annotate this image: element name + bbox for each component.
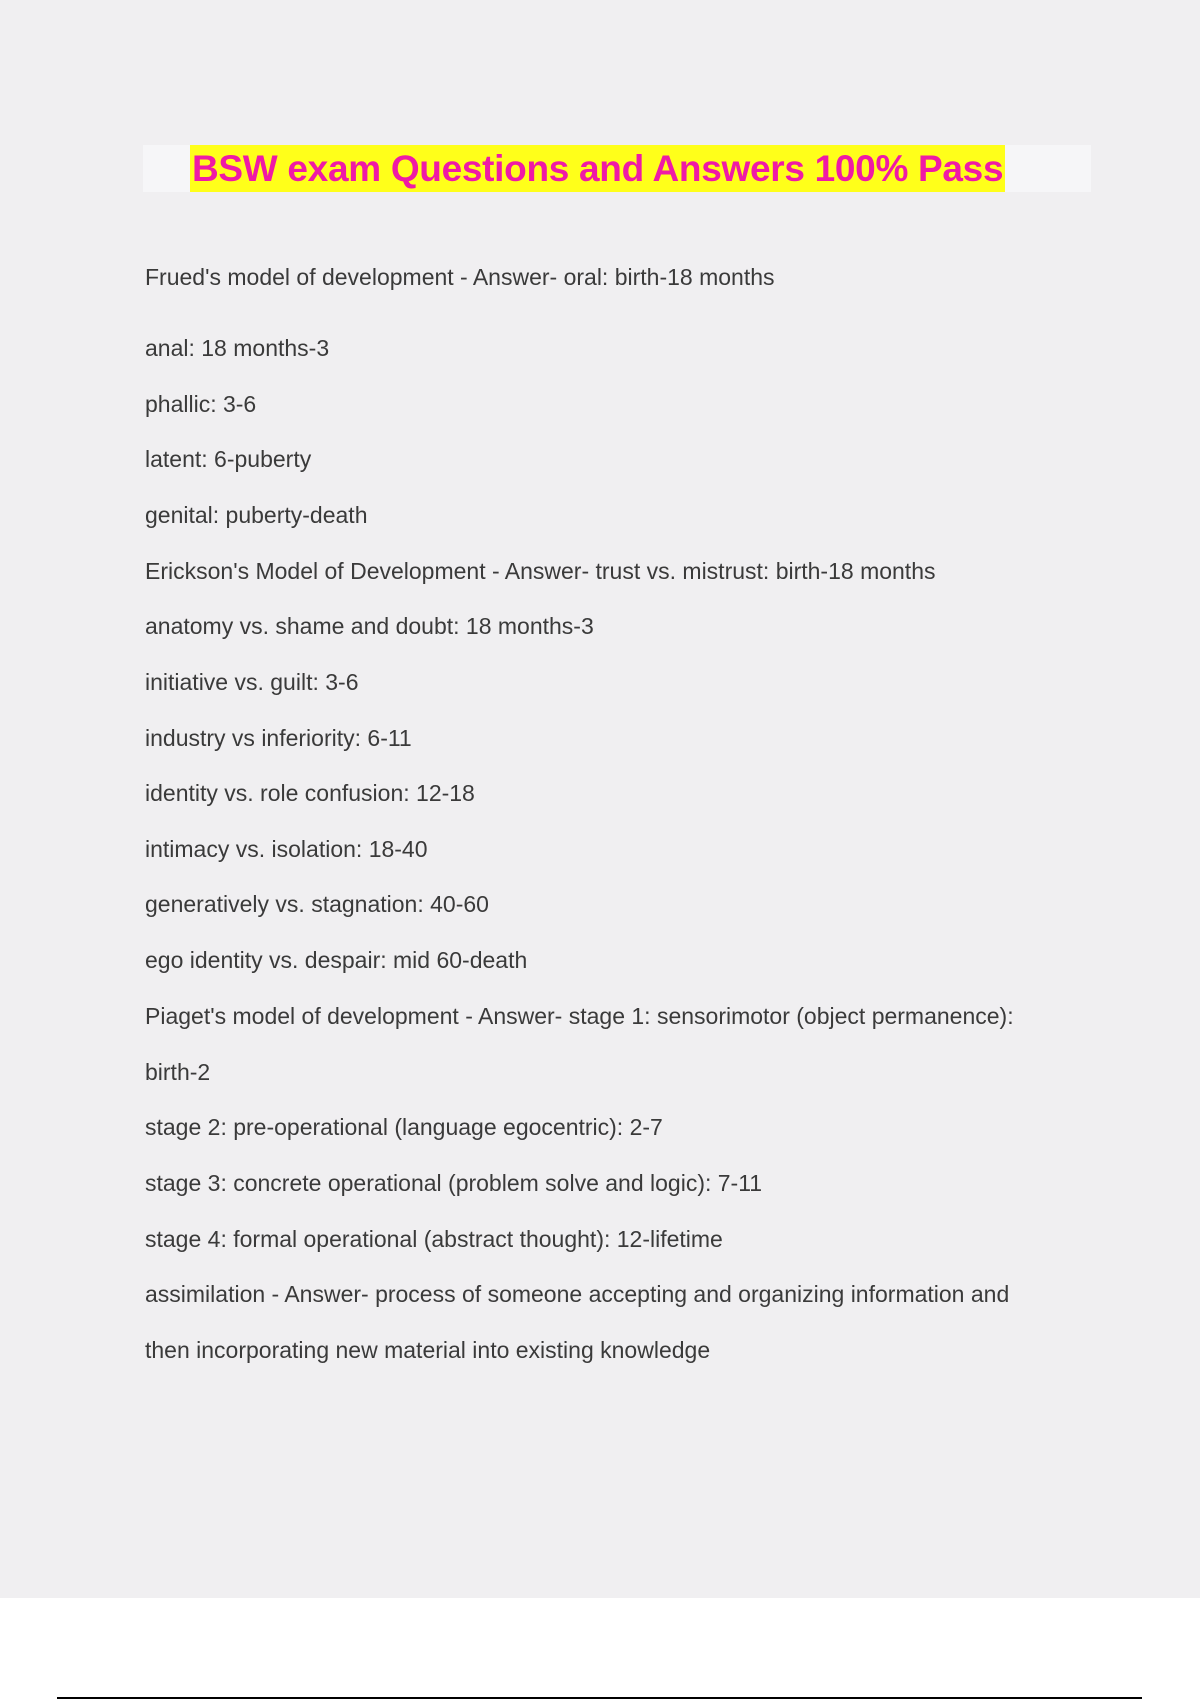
text-line: Piaget's model of development - Answer- stage 1: sensorimotor (object permanence):	[145, 1003, 1014, 1029]
text-line: assimilation - Answer- process of someone accepting and organizing information and	[145, 1281, 1010, 1307]
text-line: phallic: 3-6	[145, 391, 257, 417]
text-line: stage 3: concrete operational (problem solve and logic): 7-11	[145, 1170, 763, 1196]
text-line: anatomy vs. shame and doubt: 18 months-3	[145, 613, 594, 639]
document-title: BSW exam Questions and Answers 100% Pass	[190, 145, 1005, 192]
text-line: intimacy vs. isolation: 18-40	[145, 836, 428, 862]
text-line: Frued's model of development - Answer- oral: birth-18 months	[145, 264, 775, 290]
text-line: identity vs. role confusion: 12-18	[145, 780, 475, 806]
text-line: generatively vs. stagnation: 40-60	[145, 891, 489, 917]
text-line: Erickson's Model of Development - Answer- trust vs. mistrust: birth-18 months	[145, 558, 936, 584]
text-line: industry vs inferiority: 6-11	[145, 725, 412, 751]
text-line: stage 2: pre-operational (language egocentric): 2-7	[145, 1114, 663, 1140]
footer-divider	[57, 1697, 1142, 1699]
text-line: stage 4: formal operational (abstract thought): 12-lifetime	[145, 1226, 723, 1252]
text-line: then incorporating new material into existing knowledge	[145, 1337, 711, 1363]
text-line: ego identity vs. despair: mid 60-death	[145, 947, 528, 973]
text-line: genital: puberty-death	[145, 502, 368, 528]
text-line: anal: 18 months-3	[145, 335, 330, 361]
text-line: latent: 6-puberty	[145, 446, 312, 472]
text-line: birth-2	[145, 1059, 211, 1085]
text-line: initiative vs. guilt: 3-6	[145, 669, 359, 695]
